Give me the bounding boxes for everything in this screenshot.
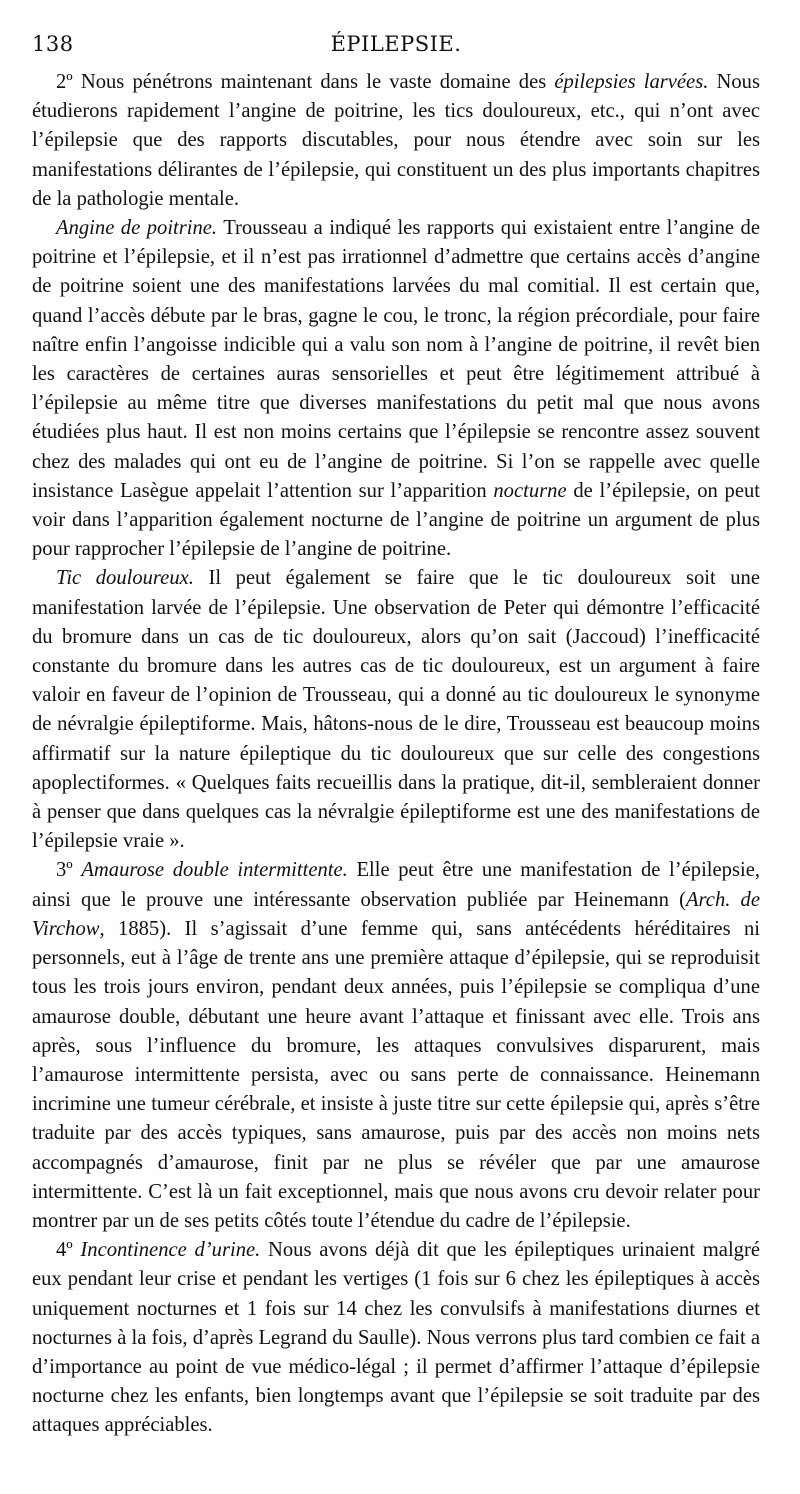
paragraph-segment: , 1885). Il s’agissait d’une femme qui, sans antécédents héréditaires ni personnels, eut à l’âge de trente ans une première attaque d’épilepsie, qui se reproduisit tous les trois jours environ, pendant deux années, puis l’épilepsie se compliqua d’une amaurose double, débutant une heure avant l’attaque et finissant avec elle. Trois ans après, sous l’influence du bromure, les attaques convulsives disparurent, mais l’amaurose intermittente persista, avec ou sans perte de connaissance. Heinemann incrimine une tumeur cérébrale, et insiste à juste titre sur cette épilepsie qui, après s’être traduite par des accès typiques, sans amaurose, puis par des accès non moins nets accompagnés d’amaurose, finit par ne plus se révéler que par une amaurose intermittente. C’est là un fait exceptionnel, mais que nous avons cru devoir relater pour montrer par un de ses petits côtés toute l’étendue du cadre de l’épilepsie.: [32, 917, 760, 1232]
paragraph-amaurose: [32, 856, 760, 1236]
paragraph-segment: Angine de poitrine.: [56, 217, 218, 240]
paragraph-tic-douloureux: [32, 564, 760, 856]
paragraph-incontinence: [32, 1236, 760, 1440]
paragraph-segment: 2º Nous pénétrons maintenant dans le vaste domaine des: [56, 71, 555, 93]
paragraph-epilepsies-larvees: [32, 68, 760, 214]
paragraph-segment: Trousseau a indiqué les rapports qui existaient entre l’angine de poitrine et l’épilepsie, et il n’est pas irrationnel d’admettre que certains accès d’angine de poitrine soient une des manifestations larvées du mal comitial. Il est certain que, quand l’accès débute par le bras, gagne le cou, le tronc, la région précordiale, pour faire naître enfin l’angoisse indicible qui a valu son nom à l’angine de poitrine, il revêt bien les caractères de certaines auras sensorielles et peut être légitimement attribué à l’épilepsie au même titre que diverses manifestations du petit mal que nous avons étudiées plus haut. Il est non moins certains que l’épilepsie se rencontre assez souvent chez des malades qui ont eu de l’angine de poitrine. Si l’on se rappelle avec quelle insistance Lasègue appelait l’attention sur l’apparition: [32, 217, 760, 502]
paragraph-angine-de-poitrine: [32, 214, 760, 564]
paragraph-segment: 4º: [56, 1239, 81, 1262]
paragraph-segment: Nous avons déjà dit que les épileptiques urinaient malgré eux pendant leur crise et pendant les vertiges (1 fois sur 6 chez les épileptiques à accès uniquement nocturnes et 1 fois sur 14 chez les convulsifs à manifestations diurnes et nocturnes à la fois, d’après Legrand du Saulle). Nous verrons plus tard combien ce fait a d’importance au point de vue médico-légal ; il permet d’affirmer l’attaque d’épilepsie nocturne chez les enfants, bien longtemps avant que l’épilepsie se soit traduite par des attaques appréciables.: [32, 1239, 760, 1437]
paragraph-segment: Il peut également se faire que le tic douloureux soit une manifestation larvée de l’épilepsie. Une observation de Peter qui démontre l’efficacité du bromure dans un cas de tic douloureux, alors qu’on sait (Jaccoud) l’inefficacité constante du bromure dans les autres cas de tic douloureux, est un argument à faire valoir en faveur de l’opinion de Trousseau, qui a donné au tic douloureux le synonyme de névralgie épileptiforme. Mais, hâtons-nous de le dire, Trousseau est beaucoup moins affirmatif sur la nature épileptique du tic douloureux que sur celle des congestions apoplectiformes. « Quelques faits recueillis dans la pratique, dit-il, sembleraient donner à penser que dans quelques cas la névralgie épileptiforme est une des manifestations de l’épilepsie vraie ».: [32, 567, 760, 853]
running-head: [32, 28, 760, 62]
paragraph-segment: nocturne: [493, 479, 567, 502]
paragraph-segment: épilepsies larvées.: [554, 71, 709, 93]
paragraph-segment: de l’épilepsie, on peut voir dans l’apparition également nocturne de l’angine de poitrine un argument de plus pour rapprocher l’épilepsie de l’angine de poitrine.: [32, 479, 760, 561]
paragraph-segment: Amaurose double intermittente.: [81, 859, 348, 882]
body-text: [32, 68, 760, 1441]
paragraph-segment: Arch. de Virchow: [32, 888, 760, 940]
paragraph-segment: 3º: [56, 859, 82, 882]
running-title: ÉPILEPSIE.: [330, 32, 462, 56]
paragraph-segment: Tic douloureux.: [56, 567, 194, 590]
paragraph-segment: Incontinence d’urine.: [80, 1239, 261, 1262]
page-number: 138: [32, 32, 74, 56]
paragraph-segment: Elle peut être une manifestation de l’épilepsie, ainsi que le prouve une intéressante observation publiée par Heinemann (: [32, 859, 760, 911]
paragraph-segment: Nous étudierons rapidement l’angine de poitrine, les tics douloureux, etc., qui n’ont avec l’épilepsie que des rapports discutables, pour nous étendre avec soin sur les manifestations délirantes de l’épilepsie, qui constituent un des plus importants chapitres de la pathologie mentale.: [32, 71, 760, 210]
